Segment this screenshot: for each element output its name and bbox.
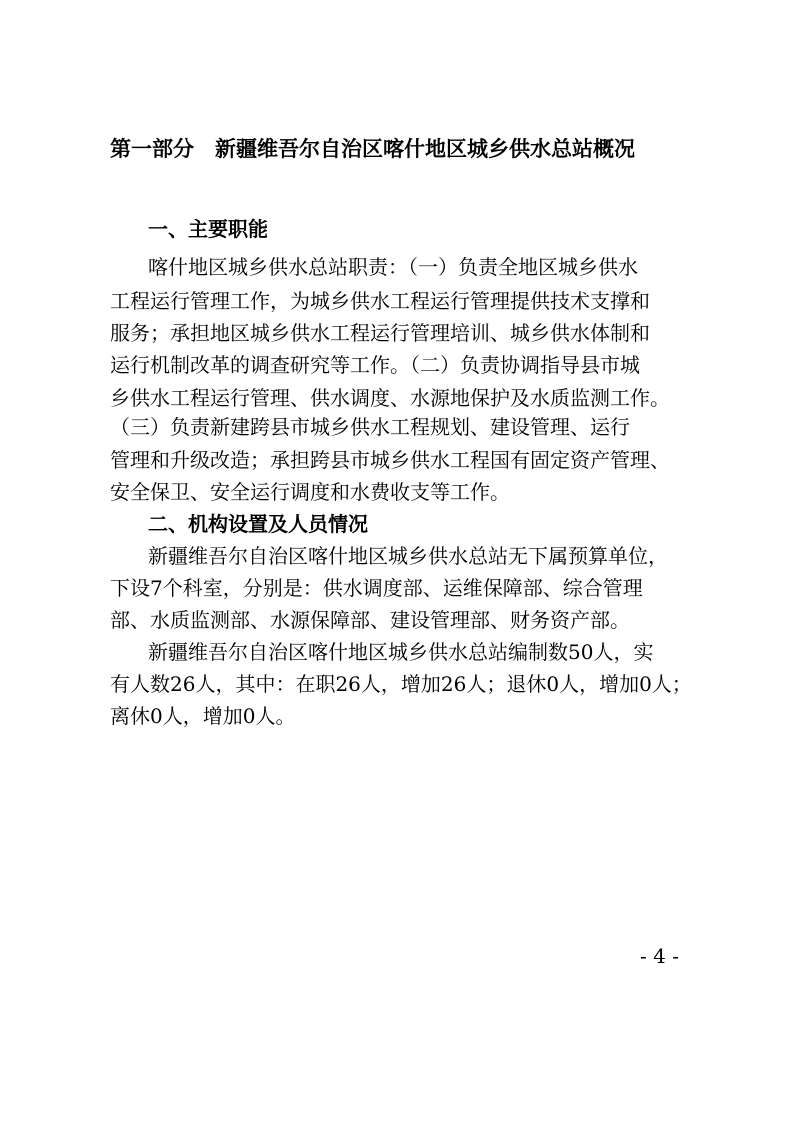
organization-line-4: 新疆维吾尔自治区喀什地区城乡供水总站编制数50人，实 bbox=[148, 640, 654, 664]
functions-line-5: 乡供水工程运行管理、供水调度、水源地保护及水质监测工作。 bbox=[110, 386, 670, 410]
part-title: 第一部分 新疆维吾尔自治区喀什地区城乡供水总站概况 bbox=[110, 137, 635, 161]
functions-line-7: 管理和升级改造；承担跨县市城乡供水工程国有固定资产管理、 bbox=[110, 448, 670, 472]
section-heading-organization: 二、机构设置及人员情况 bbox=[148, 512, 368, 536]
organization-line-2: 下设7个科室，分别是：供水调度部、运维保障部、综合管理 bbox=[110, 576, 643, 600]
page-number: - 4 - bbox=[640, 944, 679, 968]
organization-line-6: 离休0人，增加0人。 bbox=[110, 704, 296, 728]
section-heading-main-functions: 一、主要职能 bbox=[148, 217, 268, 241]
organization-line-3: 部、水质监测部、水源保障部、建设管理部、财务资产部。 bbox=[110, 608, 630, 632]
functions-line-2: 工程运行管理工作，为城乡供水工程运行管理提供技术支撑和 bbox=[110, 289, 650, 313]
organization-line-1: 新疆维吾尔自治区喀什地区城乡供水总站无下属预算单位， bbox=[148, 544, 668, 568]
organization-line-5: 有人数26人，其中：在职26人，增加26人；退休0人，增加0人； bbox=[110, 672, 692, 696]
functions-line-8: 安全保卫、安全运行调度和水费收支等工作。 bbox=[110, 480, 510, 504]
functions-line-4: 运行机制改革的调查研究等工作。（二）负责协调指导县市城 bbox=[110, 353, 640, 377]
functions-line-6: （三）负责新建跨县市城乡供水工程规划、建设管理、运行 bbox=[110, 415, 630, 439]
functions-line-3: 服务；承担地区城乡供水工程运行管理培训、城乡供水体制和 bbox=[110, 321, 650, 345]
functions-line-1: 喀什地区城乡供水总站职责：（一）负责全地区城乡供水 bbox=[148, 255, 638, 279]
